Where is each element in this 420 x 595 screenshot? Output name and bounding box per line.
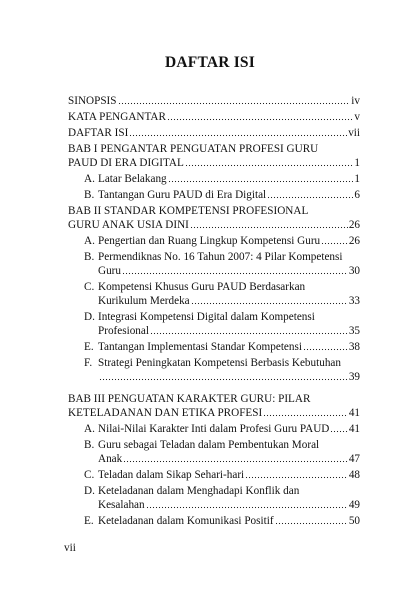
toc-entry-title: Tantangan Implementasi Standar Kompetensi: [98, 341, 302, 353]
toc-entry-page: 26: [348, 235, 360, 247]
toc-entry-page: 6: [354, 189, 360, 201]
section-marker: B.: [84, 251, 95, 263]
dot-leader: [123, 460, 348, 463]
section-marker: D.: [84, 311, 95, 323]
dot-leader: [99, 378, 348, 381]
dot-leader: [168, 180, 354, 183]
toc-section-2a[interactable]: [68, 234, 360, 248]
toc-entry-title: Pengertian dan Ruang Lingkup Kompetensi Guru: [98, 235, 321, 247]
toc-entry-title: SINOPSIS: [68, 95, 117, 107]
toc-entry-title-line: Profesional: [98, 325, 149, 337]
toc-section-2d[interactable]: [68, 310, 360, 338]
dot-leader: [330, 430, 347, 433]
toc-section-3a[interactable]: [68, 422, 360, 436]
toc-entry-title: Tantangan Guru PAUD di Era Digital: [98, 189, 267, 201]
toc-entry-title-line: Guru: [98, 265, 121, 277]
toc-entry-page: 35: [348, 325, 360, 337]
toc-chapter-title-line: BAB III PENGUATAN KARAKTER GURU: PILAR: [68, 393, 311, 405]
toc-entry-page: 41: [348, 423, 360, 435]
toc-entry-page: 38: [348, 341, 360, 353]
toc-entry-title: Keteladanan dalam Komunikasi Positif: [98, 515, 274, 527]
toc-chapter-2[interactable]: [68, 204, 360, 232]
dot-leader: [263, 414, 348, 417]
toc-entry-page: 47: [348, 453, 360, 465]
section-marker: E.: [84, 341, 94, 353]
dot-leader: [321, 242, 348, 245]
toc-entry-page: vii: [348, 127, 360, 139]
toc-entry-page: 41: [348, 407, 360, 419]
page-number: vii: [64, 542, 76, 554]
toc-entry-title: DAFTAR ISI: [68, 127, 129, 139]
toc-entry-title: Nilai-Nilai Karakter Inti dalam Profesi Guru PAUD: [98, 423, 330, 435]
toc-chapter-title-line: GURU ANAK USIA DINI: [68, 219, 189, 231]
toc-section-2f[interactable]: [68, 356, 360, 384]
toc-entry-page: 1: [354, 173, 360, 185]
section-marker: F.: [84, 357, 93, 369]
dot-leader: [150, 332, 348, 335]
section-marker: A.: [84, 173, 95, 185]
toc-entry-title-line: Kompetensi Khusus Guru PAUD Berdasarkan: [98, 281, 306, 293]
toc-chapter-title-line: BAB II STANDAR KOMPETENSI PROFESIONAL: [68, 205, 309, 217]
dot-leader: [129, 134, 347, 137]
toc-entry-title-line: Anak: [98, 453, 123, 465]
dot-leader: [185, 164, 354, 167]
dot-leader: [190, 226, 348, 229]
dot-leader: [267, 196, 353, 199]
toc-entry-page: 49: [348, 499, 360, 511]
section-marker: C.: [84, 469, 95, 481]
dot-leader: [122, 272, 348, 275]
section-marker: A.: [84, 423, 95, 435]
section-marker: C.: [84, 281, 95, 293]
section-marker: E.: [84, 515, 94, 527]
toc-section-3b[interactable]: [68, 438, 360, 466]
toc-entry-page: 30: [348, 265, 360, 277]
section-marker: B.: [84, 189, 95, 201]
toc-entry-title-line: Kurikulum Merdeka: [98, 295, 190, 307]
dot-leader: [167, 118, 353, 121]
toc-chapter-3[interactable]: [68, 392, 360, 420]
toc-entry-kata-pengantar[interactable]: [68, 110, 360, 124]
toc-entry-page: 33: [348, 295, 360, 307]
section-marker: D.: [84, 485, 95, 497]
dot-leader: [118, 102, 351, 105]
dot-leader: [191, 302, 348, 305]
toc-entry-page: 26: [348, 219, 360, 231]
toc-section-2e[interactable]: [68, 340, 360, 354]
toc-entry-page: 39: [348, 371, 360, 383]
toc-entry-title: KATA PENGANTAR: [68, 111, 166, 123]
toc-entry-title: Teladan dalam Sikap Sehari-hari: [98, 469, 245, 481]
toc-entry-page: 48: [348, 469, 360, 481]
section-marker: B.: [84, 439, 95, 451]
toc-entry-title-line: Guru sebagai Teladan dalam Pembentukan Moral: [98, 439, 320, 451]
toc-entry-page: iv: [351, 95, 360, 107]
dot-leader: [275, 522, 348, 525]
dot-leader: [146, 506, 348, 509]
toc-chapter-title-line: BAB I PENGANTAR PENGUATAN PROFESI GURU: [68, 143, 319, 155]
toc-entry-title-line: Integrasi Kompetensi Digital dalam Kompetensi: [98, 311, 315, 323]
toc-entry-title-line: Kesalahan: [98, 499, 145, 511]
toc-section-2c[interactable]: [68, 280, 360, 308]
toc-entry-title: Latar Belakang: [98, 173, 167, 185]
toc-section-3c[interactable]: [68, 468, 360, 482]
toc-entry-page: 1: [354, 157, 360, 169]
dot-leader: [245, 476, 348, 479]
toc-entry-title-line: Permendiknas No. 16 Tahun 2007: 4 Pilar Kompetensi: [98, 251, 343, 263]
toc-entry-page: 50: [348, 515, 360, 527]
toc-section-1b[interactable]: [68, 188, 360, 202]
page-title: DAFTAR ISI: [165, 54, 255, 71]
toc-chapter-title-line: KETELADANAN DAN ETIKA PROFESI: [68, 407, 263, 419]
section-marker: A.: [84, 235, 95, 247]
toc-chapter-title-line: PAUD DI ERA DIGITAL: [68, 157, 184, 169]
toc-entry-title-line: Keteladanan dalam Menghadapi Konflik dan: [98, 485, 300, 497]
toc-section-2b[interactable]: [68, 250, 360, 278]
toc-entry-sinopsis[interactable]: [68, 94, 360, 108]
toc-section-1a[interactable]: [68, 172, 360, 186]
toc-section-3e[interactable]: [68, 514, 360, 528]
toc-section-3d[interactable]: [68, 484, 360, 512]
toc-entry-page: v: [354, 111, 360, 123]
toc-entry-daftar-isi[interactable]: [68, 126, 360, 140]
dot-leader: [303, 348, 348, 351]
toc-entry-title-line: Strategi Peningkatan Kompetensi Berbasis Kebutuhan: [98, 357, 341, 369]
toc-chapter-1[interactable]: [68, 142, 360, 170]
